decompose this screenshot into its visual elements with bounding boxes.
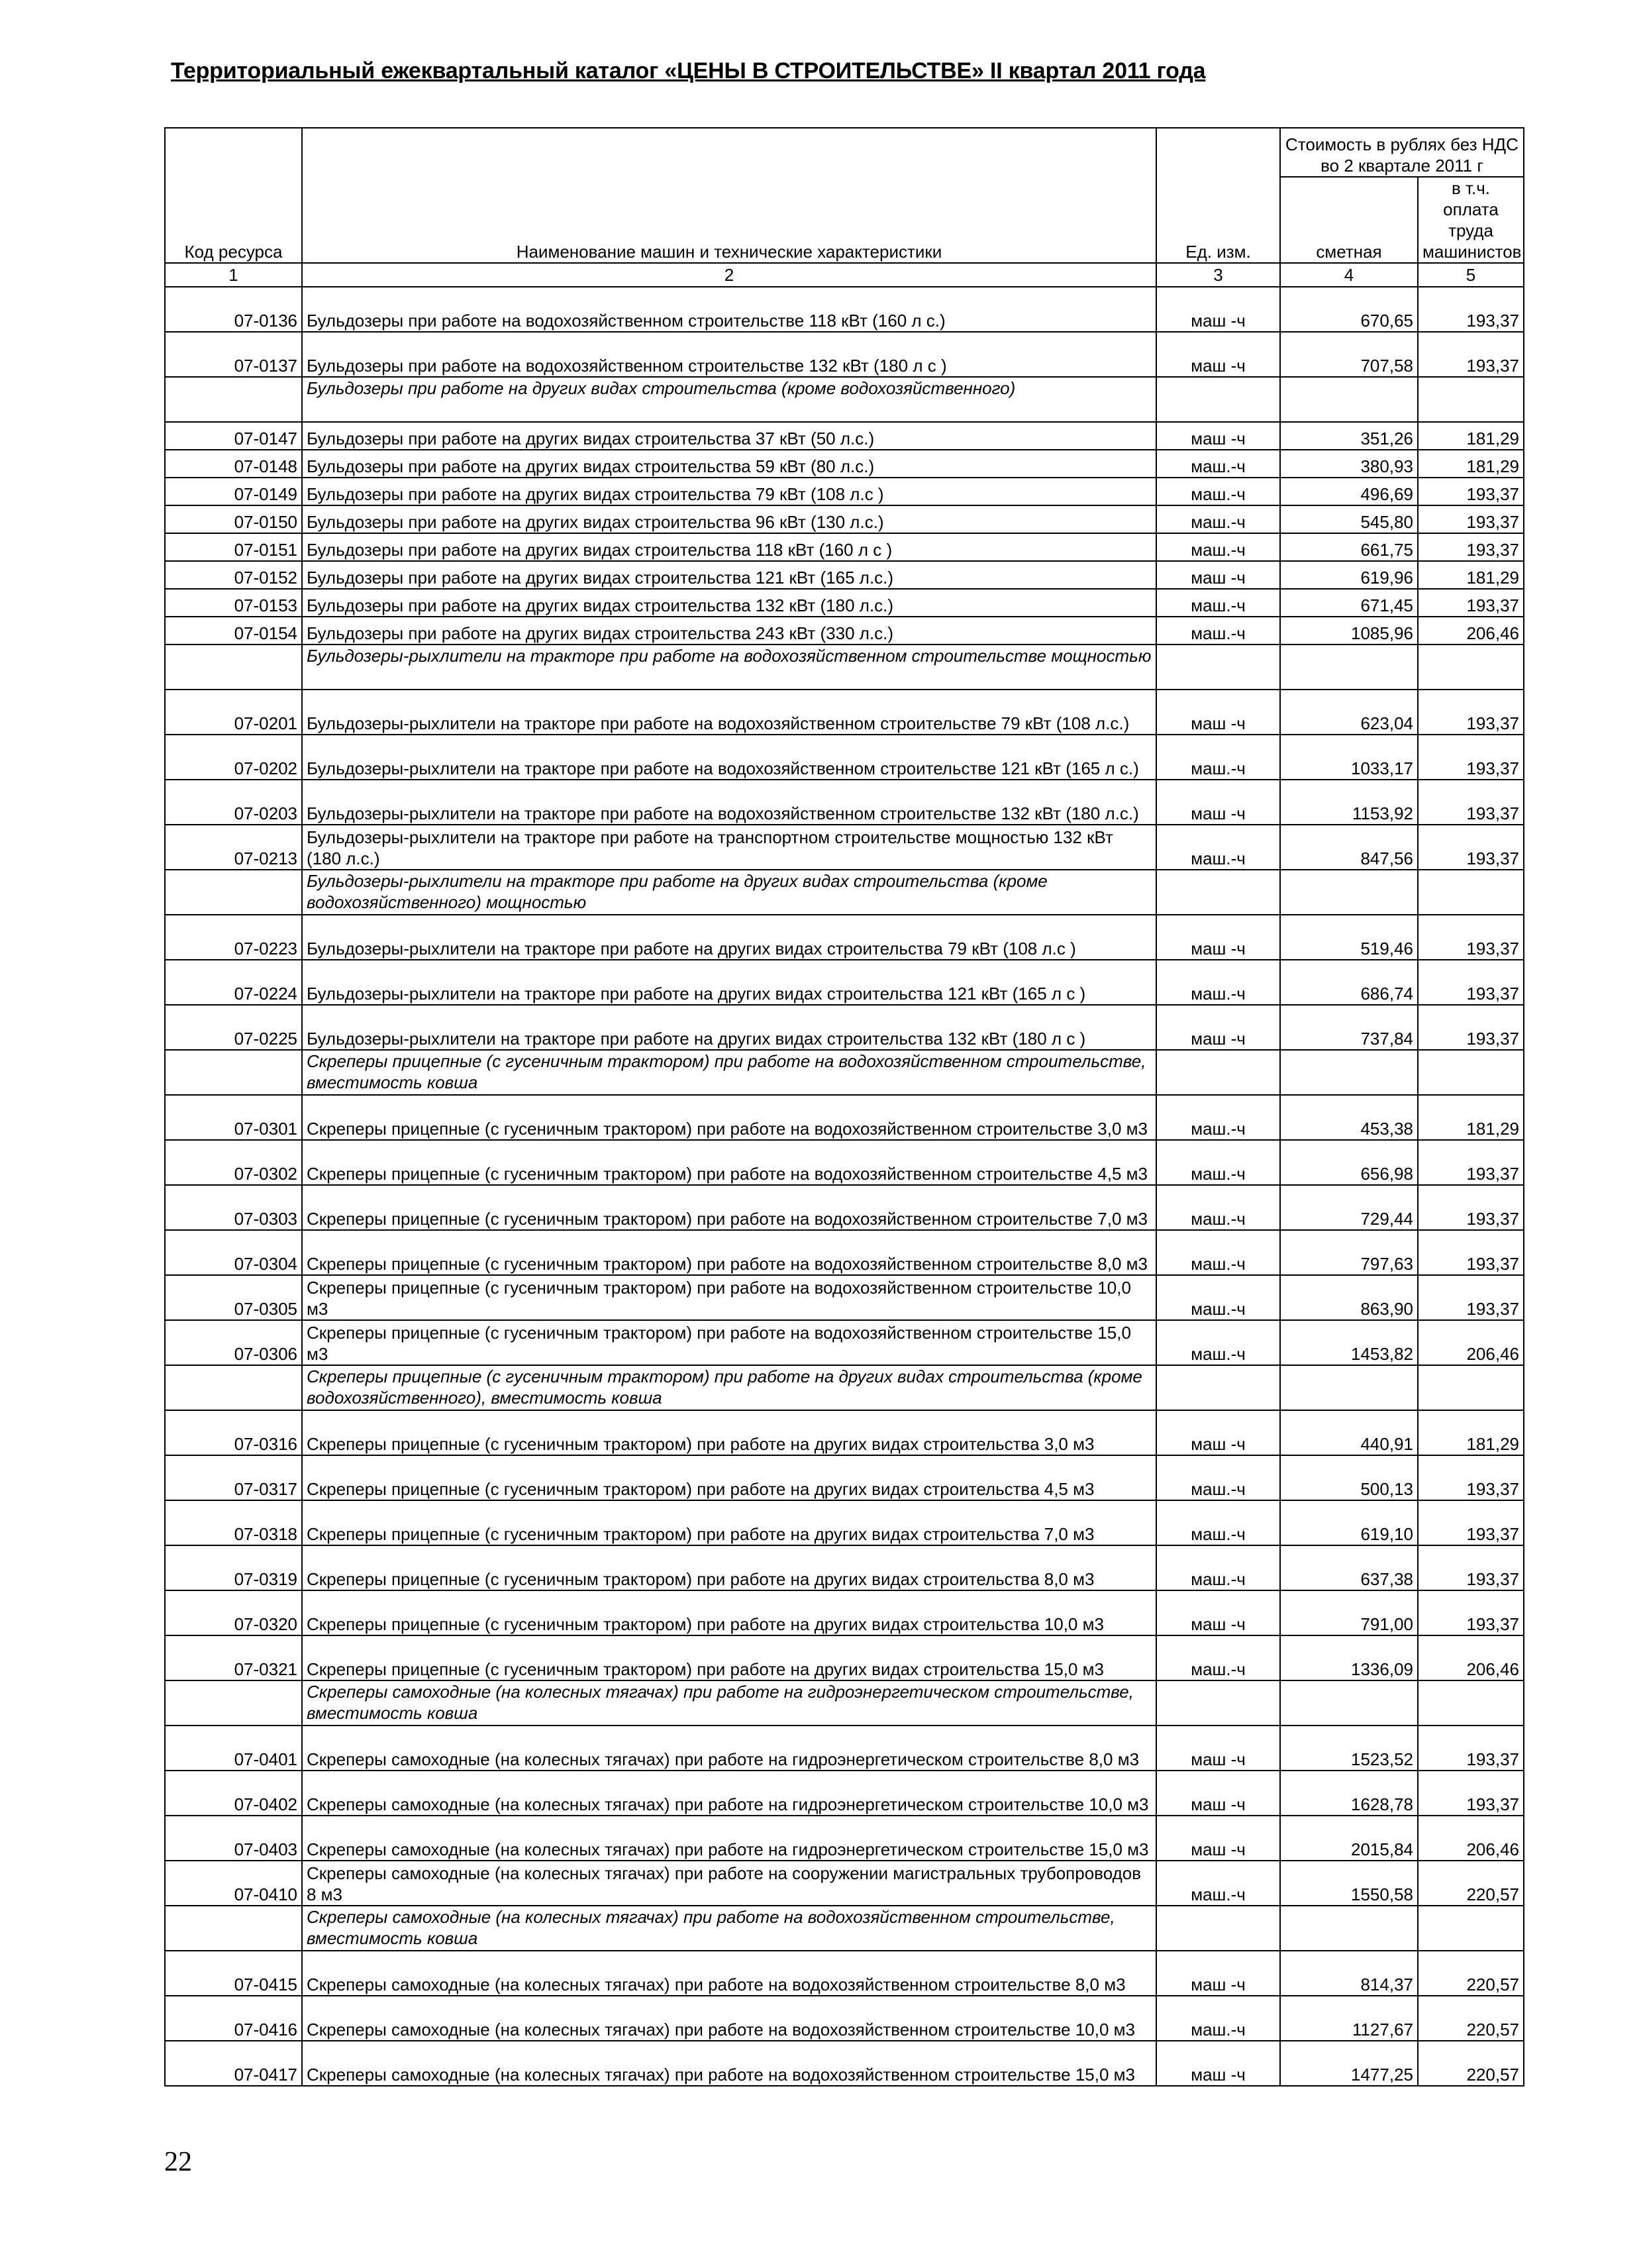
table-row	[165, 1005, 1524, 1050]
resource-name: Скреперы самоходные (на колесных тягачах) при работе на водохозяйственном строительстве 10,0 м3	[302, 1996, 1156, 2041]
resource-code: 07-0316	[165, 1410, 302, 1455]
resource-code: 07-0202	[165, 735, 302, 780]
resource-code: 07-0203	[165, 780, 302, 825]
unit-cell: маш -ч	[1156, 1410, 1280, 1455]
table-row	[165, 1861, 1524, 1906]
estimated-price	[1280, 644, 1418, 690]
resource-name: Бульдозеры при работе на других видах строительства 79 кВт (108 л.с )	[302, 478, 1156, 505]
resource-code: 07-0137	[165, 332, 302, 377]
resource-code: 07-0224	[165, 960, 302, 1005]
labor-cost	[1418, 1365, 1524, 1410]
estimated-price: 791,00	[1280, 1590, 1418, 1635]
estimated-price: 656,98	[1280, 1140, 1418, 1185]
group-heading-row	[165, 1680, 1524, 1726]
resource-code: 07-0306	[165, 1320, 302, 1365]
table-row	[165, 1635, 1524, 1680]
resource-name: Скреперы прицепные (с гусеничным трактором) при работе на водохозяйственном строительстве 7,0 м3	[302, 1185, 1156, 1230]
resource-code	[165, 1050, 302, 1095]
labor-cost: 206,46	[1418, 1816, 1524, 1861]
column-number: 1	[165, 263, 302, 287]
estimated-price: 351,26	[1280, 422, 1418, 450]
labor-cost: 220,57	[1418, 1996, 1524, 2041]
unit-cell: маш -ч	[1156, 1816, 1280, 1861]
resource-name: Скреперы прицепные (с гусеничным трактором) при работе на водохозяйственном строительстве 10,0 м3	[302, 1275, 1156, 1320]
resource-name: Бульдозеры-рыхлители на тракторе при работе на других видах строительства (кроме водохозяйственного) мощностью	[302, 870, 1156, 915]
header-code: Код ресурса	[165, 128, 302, 263]
unit-cell: маш -ч	[1156, 422, 1280, 450]
table-row	[165, 533, 1524, 561]
estimated-price: 1477,25	[1280, 2041, 1418, 2086]
page-title: Территориальный ежеквартальный каталог «ЦЕНЫ В СТРОИТЕЛЬСТВЕ» II квартал 2011 года	[171, 58, 1206, 83]
table-row	[165, 1410, 1524, 1455]
resource-code: 07-0154	[165, 617, 302, 644]
estimated-price: 2015,84	[1280, 1816, 1418, 1861]
resource-name: Скреперы самоходные (на колесных тягачах) при работе на сооружении магистральных трубопроводов 8 м3	[302, 1861, 1156, 1906]
unit-cell: маш.-ч	[1156, 735, 1280, 780]
unit-cell	[1156, 1680, 1280, 1726]
column-number: 2	[302, 263, 1156, 287]
resource-code: 07-0318	[165, 1500, 302, 1545]
resource-code: 07-0147	[165, 422, 302, 450]
table-row	[165, 915, 1524, 960]
resource-code	[165, 1680, 302, 1726]
labor-cost	[1418, 1050, 1524, 1095]
resource-name: Скреперы прицепные (с гусеничным трактором) при работе на других видах строительства (кроме водохозяйственного), вместимость ковша	[302, 1365, 1156, 1410]
resource-code: 07-0416	[165, 1996, 302, 2041]
unit-cell: маш -ч	[1156, 1726, 1280, 1771]
estimated-price: 1453,82	[1280, 1320, 1418, 1365]
table-row	[165, 561, 1524, 589]
table-row	[165, 1500, 1524, 1545]
estimated-price	[1280, 1050, 1418, 1095]
estimated-price: 619,96	[1280, 561, 1418, 589]
labor-cost: 181,29	[1418, 1095, 1524, 1140]
estimated-price	[1280, 870, 1418, 915]
table-row	[165, 450, 1524, 478]
labor-cost: 193,37	[1418, 1771, 1524, 1816]
estimated-price	[1280, 1365, 1418, 1410]
resource-code: 07-0302	[165, 1140, 302, 1185]
estimated-price	[1280, 1680, 1418, 1726]
unit-cell: маш.-ч	[1156, 1500, 1280, 1545]
unit-cell: маш.-ч	[1156, 825, 1280, 870]
table-row	[165, 422, 1524, 450]
unit-cell: маш.-ч	[1156, 478, 1280, 505]
resource-code: 07-0213	[165, 825, 302, 870]
unit-cell: маш -ч	[1156, 2041, 1280, 2086]
table-row	[165, 960, 1524, 1005]
unit-cell: маш -ч	[1156, 332, 1280, 377]
resource-name: Скреперы прицепные (с гусеничным трактором) при работе на водохозяйственном строительстве 15,0 м3	[302, 1320, 1156, 1365]
labor-cost: 206,46	[1418, 617, 1524, 644]
unit-cell	[1156, 1906, 1280, 1951]
group-heading-row	[165, 377, 1524, 422]
resource-code	[165, 644, 302, 690]
estimated-price: 500,13	[1280, 1455, 1418, 1500]
unit-cell: маш -ч	[1156, 1590, 1280, 1635]
estimated-price: 1153,92	[1280, 780, 1418, 825]
column-number-row	[165, 263, 1524, 287]
labor-cost: 193,37	[1418, 1140, 1524, 1185]
resource-code: 07-0321	[165, 1635, 302, 1680]
resource-name: Скреперы прицепные (с гусеничным трактором) при работе на водохозяйственном строительстве 3,0 м3	[302, 1095, 1156, 1140]
labor-cost	[1418, 377, 1524, 422]
resource-name: Бульдозеры при работе на других видах строительства 37 кВт (50 л.с.)	[302, 422, 1156, 450]
resource-name: Скреперы прицепные (с гусеничным трактором) при работе на водохозяйственном строительстве, вместимость ковша	[302, 1050, 1156, 1095]
resource-code: 07-0319	[165, 1545, 302, 1590]
estimated-price: 1523,52	[1280, 1726, 1418, 1771]
unit-cell: маш -ч	[1156, 1771, 1280, 1816]
header-name: Наименование машин и технические характеристики	[302, 128, 1156, 263]
resource-code: 07-0149	[165, 478, 302, 505]
header-estimated: сметная	[1280, 177, 1418, 263]
table-row	[165, 1455, 1524, 1500]
resource-name: Скреперы самоходные (на колесных тягачах) при работе на водохозяйственном строительстве, вместимость ковша	[302, 1906, 1156, 1951]
resource-code: 07-0301	[165, 1095, 302, 1140]
resource-code: 07-0151	[165, 533, 302, 561]
unit-cell: маш.-ч	[1156, 1095, 1280, 1140]
unit-cell: маш.-ч	[1156, 1861, 1280, 1906]
resource-name: Скреперы прицепные (с гусеничным трактором) при работе на других видах строительства 4,5 м3	[302, 1455, 1156, 1500]
resource-code: 07-0303	[165, 1185, 302, 1230]
estimated-price: 737,84	[1280, 1005, 1418, 1050]
resource-code: 07-0305	[165, 1275, 302, 1320]
labor-cost: 193,37	[1418, 1230, 1524, 1275]
resource-code: 07-0136	[165, 287, 302, 332]
table-row	[165, 1545, 1524, 1590]
table-row	[165, 1726, 1524, 1771]
table-row	[165, 1590, 1524, 1635]
table-row	[165, 1275, 1524, 1320]
resource-name: Бульдозеры при работе на других видах строительства 243 кВт (330 л.с.)	[302, 617, 1156, 644]
resource-name: Бульдозеры при работе на других видах строительства 96 кВт (130 л.с.)	[302, 505, 1156, 533]
estimated-price: 797,63	[1280, 1230, 1418, 1275]
labor-cost: 193,37	[1418, 1726, 1524, 1771]
labor-cost: 193,37	[1418, 1275, 1524, 1320]
labor-cost: 206,46	[1418, 1635, 1524, 1680]
table-row	[165, 690, 1524, 735]
estimated-price: 670,65	[1280, 287, 1418, 332]
table-row	[165, 1095, 1524, 1140]
estimated-price: 814,37	[1280, 1951, 1418, 1996]
resource-name: Скреперы самоходные (на колесных тягачах) при работе на гидроэнергетическом строительстве, вместимость ковша	[302, 1680, 1156, 1726]
resource-name: Бульдозеры при работе на других видах строительства 132 кВт (180 л.с.)	[302, 589, 1156, 617]
table-body	[165, 287, 1524, 2086]
resource-code: 07-0410	[165, 1861, 302, 1906]
table-row	[165, 2041, 1524, 2086]
resource-code: 07-0201	[165, 690, 302, 735]
group-heading-row	[165, 1365, 1524, 1410]
unit-cell: маш.-ч	[1156, 1635, 1280, 1680]
resource-code	[165, 1906, 302, 1951]
labor-cost: 193,37	[1418, 533, 1524, 561]
unit-cell: маш -ч	[1156, 1005, 1280, 1050]
resource-code: 07-0153	[165, 589, 302, 617]
resource-code	[165, 870, 302, 915]
resource-name: Скреперы самоходные (на колесных тягачах) при работе на водохозяйственном строительстве 15,0 м3	[302, 2041, 1156, 2086]
table-row	[165, 1185, 1524, 1230]
labor-cost: 181,29	[1418, 1410, 1524, 1455]
unit-cell: маш.-ч	[1156, 450, 1280, 478]
labor-cost: 193,37	[1418, 478, 1524, 505]
table-header	[165, 128, 1524, 287]
resource-code: 07-0403	[165, 1816, 302, 1861]
resource-code: 07-0223	[165, 915, 302, 960]
labor-cost: 193,37	[1418, 505, 1524, 533]
labor-cost: 193,37	[1418, 1500, 1524, 1545]
labor-cost: 193,37	[1418, 1545, 1524, 1590]
table-row	[165, 505, 1524, 533]
table-row	[165, 1771, 1524, 1816]
table-row	[165, 478, 1524, 505]
table-row	[165, 617, 1524, 644]
estimated-price	[1280, 1906, 1418, 1951]
labor-cost: 193,37	[1418, 1590, 1524, 1635]
resource-name: Скреперы самоходные (на колесных тягачах) при работе на водохозяйственном строительстве 8,0 м3	[302, 1951, 1156, 1996]
labor-cost: 193,37	[1418, 1005, 1524, 1050]
estimated-price: 519,46	[1280, 915, 1418, 960]
resource-name: Бульдозеры при работе на других видах строительства (кроме водохозяйственного)	[302, 377, 1156, 422]
estimated-price: 623,04	[1280, 690, 1418, 735]
unit-cell: маш.-ч	[1156, 1996, 1280, 2041]
estimated-price: 637,38	[1280, 1545, 1418, 1590]
labor-cost: 193,37	[1418, 915, 1524, 960]
unit-cell: маш.-ч	[1156, 533, 1280, 561]
resource-name: Скреперы прицепные (с гусеничным трактором) при работе на других видах строительства 10,0 м3	[302, 1590, 1156, 1635]
resource-name: Бульдозеры при работе на других видах строительства 118 кВт (160 л с )	[302, 533, 1156, 561]
unit-cell: маш.-ч	[1156, 960, 1280, 1005]
unit-cell	[1156, 870, 1280, 915]
header-unit: Ед. изм.	[1156, 128, 1280, 263]
resource-name: Бульдозеры при работе на других видах строительства 59 кВт (80 л.с.)	[302, 450, 1156, 478]
estimated-price: 440,91	[1280, 1410, 1418, 1455]
estimated-price: 619,10	[1280, 1500, 1418, 1545]
resource-code	[165, 1365, 302, 1410]
price-table	[164, 127, 1524, 2087]
resource-name: Бульдозеры-рыхлители на тракторе при работе на водохозяйственном строительстве 79 кВт (108 л.с.)	[302, 690, 1156, 735]
resource-name: Скреперы прицепные (с гусеничным трактором) при работе на водохозяйственном строительстве 4,5 м3	[302, 1140, 1156, 1185]
resource-name: Бульдозеры при работе на водохозяйственном строительстве 132 кВт (180 л с )	[302, 332, 1156, 377]
group-heading-row	[165, 1906, 1524, 1951]
labor-cost: 193,37	[1418, 960, 1524, 1005]
estimated-price: 863,90	[1280, 1275, 1418, 1320]
labor-cost: 193,37	[1418, 332, 1524, 377]
unit-cell: маш -ч	[1156, 915, 1280, 960]
labor-cost: 193,37	[1418, 780, 1524, 825]
estimated-price: 707,58	[1280, 332, 1418, 377]
table-row	[165, 1996, 1524, 2041]
labor-cost: 193,37	[1418, 735, 1524, 780]
unit-cell: маш.-ч	[1156, 1275, 1280, 1320]
estimated-price: 1628,78	[1280, 1771, 1418, 1816]
unit-cell: маш.-ч	[1156, 1230, 1280, 1275]
resource-name: Скреперы прицепные (с гусеничным трактором) при работе на других видах строительства 3,0 м3	[302, 1410, 1156, 1455]
table-row	[165, 735, 1524, 780]
labor-cost	[1418, 1906, 1524, 1951]
labor-cost: 181,29	[1418, 422, 1524, 450]
resource-name: Скреперы прицепные (с гусеничным трактором) при работе на водохозяйственном строительстве 8,0 м3	[302, 1230, 1156, 1275]
estimated-price	[1280, 377, 1418, 422]
estimated-price: 671,45	[1280, 589, 1418, 617]
labor-cost: 193,37	[1418, 287, 1524, 332]
labor-cost: 193,37	[1418, 825, 1524, 870]
resource-name: Бульдозеры-рыхлители на тракторе при работе на других видах строительства 79 кВт (108 л.с )	[302, 915, 1156, 960]
table-row	[165, 1320, 1524, 1365]
resource-name: Бульдозеры при работе на других видах строительства 121 кВт (165 л.с.)	[302, 561, 1156, 589]
table-row	[165, 1951, 1524, 1996]
labor-cost: 193,37	[1418, 589, 1524, 617]
unit-cell: маш.-ч	[1156, 505, 1280, 533]
estimated-price: 686,74	[1280, 960, 1418, 1005]
resource-code: 07-0320	[165, 1590, 302, 1635]
labor-cost: 220,57	[1418, 2041, 1524, 2086]
unit-cell: маш.-ч	[1156, 589, 1280, 617]
resource-name: Скреперы прицепные (с гусеничным трактором) при работе на других видах строительства 7,0 м3	[302, 1500, 1156, 1545]
table-row	[165, 589, 1524, 617]
table-row	[165, 287, 1524, 332]
estimated-price: 1127,67	[1280, 1996, 1418, 2041]
group-heading-row	[165, 644, 1524, 690]
resource-code: 07-0150	[165, 505, 302, 533]
table-row	[165, 825, 1524, 870]
unit-cell: маш.-ч	[1156, 617, 1280, 644]
resource-name: Бульдозеры-рыхлители на тракторе при работе на водохозяйственном строительстве 132 кВт (180 л.с.)	[302, 780, 1156, 825]
resource-name: Бульдозеры при работе на водохозяйственном строительстве 118 кВт (160 л с.)	[302, 287, 1156, 332]
unit-cell	[1156, 644, 1280, 690]
table-row	[165, 1816, 1524, 1861]
resource-code: 07-0402	[165, 1771, 302, 1816]
table-row	[165, 1140, 1524, 1185]
unit-cell	[1156, 1365, 1280, 1410]
group-heading-row	[165, 1050, 1524, 1095]
estimated-price: 1336,09	[1280, 1635, 1418, 1680]
page-number: 22	[164, 2147, 192, 2177]
estimated-price: 1085,96	[1280, 617, 1418, 644]
estimated-price: 847,56	[1280, 825, 1418, 870]
unit-cell: маш -ч	[1156, 561, 1280, 589]
resource-code: 07-0415	[165, 1951, 302, 1996]
labor-cost: 193,37	[1418, 1455, 1524, 1500]
unit-cell: маш -ч	[1156, 780, 1280, 825]
table-row	[165, 780, 1524, 825]
resource-code: 07-0401	[165, 1726, 302, 1771]
resource-code: 07-0304	[165, 1230, 302, 1275]
labor-cost: 220,57	[1418, 1861, 1524, 1906]
column-number: 5	[1418, 263, 1524, 287]
column-number: 3	[1156, 263, 1280, 287]
resource-code: 07-0417	[165, 2041, 302, 2086]
resource-name: Бульдозеры-рыхлители на тракторе при работе на водохозяйственном строительстве мощностью	[302, 644, 1156, 690]
unit-cell: маш.-ч	[1156, 1320, 1280, 1365]
unit-cell: маш.-ч	[1156, 1185, 1280, 1230]
labor-cost: 193,37	[1418, 1185, 1524, 1230]
resource-name: Скреперы самоходные (на колесных тягачах) при работе на гидроэнергетическом строительстве 8,0 м3	[302, 1726, 1156, 1771]
resource-code	[165, 377, 302, 422]
resource-name: Скреперы самоходные (на колесных тягачах) при работе на гидроэнергетическом строительстве 10,0 м3	[302, 1771, 1156, 1816]
labor-cost: 181,29	[1418, 450, 1524, 478]
estimated-price: 496,69	[1280, 478, 1418, 505]
resource-name: Скреперы самоходные (на колесных тягачах) при работе на гидроэнергетическом строительстве 15,0 м3	[302, 1816, 1156, 1861]
unit-cell: маш.-ч	[1156, 1455, 1280, 1500]
estimated-price: 729,44	[1280, 1185, 1418, 1230]
unit-cell: маш -ч	[1156, 287, 1280, 332]
labor-cost	[1418, 1680, 1524, 1726]
group-heading-row	[165, 870, 1524, 915]
header-labor: в т.ч. оплата труда машинистов	[1418, 177, 1524, 263]
estimated-price: 545,80	[1280, 505, 1418, 533]
labor-cost	[1418, 870, 1524, 915]
labor-cost: 206,46	[1418, 1320, 1524, 1365]
labor-cost: 220,57	[1418, 1951, 1524, 1996]
resource-name: Скреперы прицепные (с гусеничным трактором) при работе на других видах строительства 15,0 м3	[302, 1635, 1156, 1680]
resource-name: Бульдозеры-рыхлители на тракторе при работе на транспортном строительстве мощностью 132 кВт (180 л.с.)	[302, 825, 1156, 870]
header-cost: Стоимость в рублях без НДС во 2 квартале 2011 г	[1280, 128, 1524, 177]
resource-code: 07-0152	[165, 561, 302, 589]
unit-cell: маш -ч	[1156, 1951, 1280, 1996]
unit-cell	[1156, 377, 1280, 422]
resource-name: Скреперы прицепные (с гусеничным трактором) при работе на других видах строительства 8,0 м3	[302, 1545, 1156, 1590]
unit-cell	[1156, 1050, 1280, 1095]
resource-name: Бульдозеры-рыхлители на тракторе при работе на других видах строительства 121 кВт (165 л с )	[302, 960, 1156, 1005]
resource-code: 07-0317	[165, 1455, 302, 1500]
table-row	[165, 1230, 1524, 1275]
estimated-price: 453,38	[1280, 1095, 1418, 1140]
estimated-price: 380,93	[1280, 450, 1418, 478]
resource-code: 07-0225	[165, 1005, 302, 1050]
unit-cell: маш -ч	[1156, 690, 1280, 735]
labor-cost: 181,29	[1418, 561, 1524, 589]
estimated-price: 1550,58	[1280, 1861, 1418, 1906]
labor-cost	[1418, 644, 1524, 690]
resource-name: Бульдозеры-рыхлители на тракторе при работе на других видах строительства 132 кВт (180 л с )	[302, 1005, 1156, 1050]
unit-cell: маш.-ч	[1156, 1140, 1280, 1185]
labor-cost: 193,37	[1418, 690, 1524, 735]
estimated-price: 661,75	[1280, 533, 1418, 561]
unit-cell: маш.-ч	[1156, 1545, 1280, 1590]
column-number: 4	[1280, 263, 1418, 287]
estimated-price: 1033,17	[1280, 735, 1418, 780]
resource-name: Бульдозеры-рыхлители на тракторе при работе на водохозяйственном строительстве 121 кВт (165 л с.)	[302, 735, 1156, 780]
table-row	[165, 332, 1524, 377]
resource-code: 07-0148	[165, 450, 302, 478]
